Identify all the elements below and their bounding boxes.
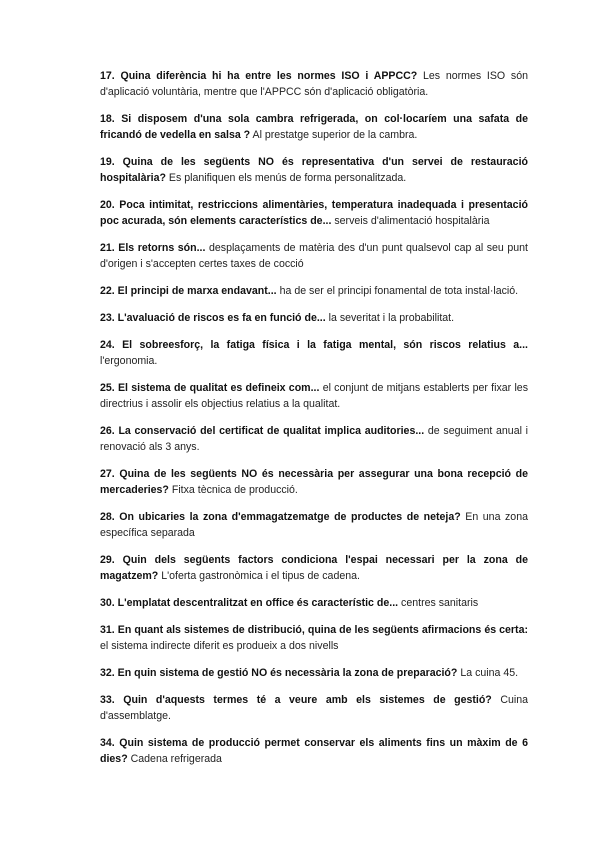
question-text: 23. L'avaluació de riscos es fa en funció de... <box>100 312 326 324</box>
answer-text: el sistema indirecte diferit es produeix a dos nivells <box>100 640 339 652</box>
qa-item-31 <box>100 622 528 654</box>
answer-text: En una zona específica separada <box>100 511 528 539</box>
question-text: 30. L'emplatat descentralitzat en office és característic de... <box>100 597 399 609</box>
question-text: 34. Quin sistema de producció permet conservar els aliments fins un màxim de 6 dies? <box>100 737 528 765</box>
answer-text: l'ergonomia. <box>100 355 158 367</box>
question-text: 21. Els retorns són... <box>100 242 206 254</box>
answer-text: desplaçaments de matèria des d'un punt qualsevol cap al seu punt d'origen i s'accepten certes taxes de cocció <box>100 242 528 270</box>
qa-item-18 <box>100 111 528 143</box>
qa-item-24 <box>100 337 528 369</box>
qa-item-19 <box>100 154 528 186</box>
question-text: 29. Quin dels següents factors condiciona l'espai necessari per la zona de magatzem? <box>100 554 528 582</box>
qa-item-20 <box>100 197 528 229</box>
question-text: 17. Quina diferència hi ha entre les normes ISO i APPCC? <box>100 70 418 82</box>
question-text: 24. El sobreesforç, la fatiga física i la fatiga mental, són riscos relatius a... <box>100 339 528 351</box>
question-text: 27. Quina de les següents NO és necessària per assegurar una bona recepció de mercaderies? <box>100 468 528 496</box>
qa-item-32 <box>100 665 528 681</box>
qa-item-28 <box>100 509 528 541</box>
answer-text: Cuina d'assemblatge. <box>100 694 528 722</box>
answer-text: la severitat i la probabilitat. <box>328 312 455 324</box>
answer-text: Al prestatge superior de la cambra. <box>252 129 418 141</box>
question-text: 20. Poca intimitat, restriccions alimentàries, temperatura inadequada i presentació poc acurada, són elements característics de... <box>100 199 528 227</box>
answer-text: La cuina 45. <box>460 667 519 679</box>
answer-text: L'oferta gastronòmica i el tipus de cadena. <box>161 570 360 582</box>
question-text: 31. En quant als sistemes de distribució, quina de les següents afirmacions és certa: <box>100 624 528 636</box>
question-text: 32. En quin sistema de gestió NO és necessària la zona de preparació? <box>100 667 458 679</box>
qa-item-22 <box>100 283 528 299</box>
qa-item-33 <box>100 692 528 724</box>
qa-item-34 <box>100 735 528 767</box>
qa-item-17 <box>100 68 528 100</box>
qa-item-21 <box>100 240 528 272</box>
qa-item-29 <box>100 552 528 584</box>
qa-item-27 <box>100 466 528 498</box>
answer-text: serveis d'alimentació hospitalària <box>334 215 490 227</box>
question-text: 19. Quina de les següents NO és representativa d'un servei de restauració hospitalària? <box>100 156 528 184</box>
question-text: 22. El principi de marxa endavant... <box>100 285 277 297</box>
answer-text: Fitxa tècnica de producció. <box>171 484 298 496</box>
qa-item-30 <box>100 595 528 611</box>
question-text: 28. On ubicaries la zona d'emmagatzematge de productes de neteja? <box>100 511 461 523</box>
answer-text: Les normes ISO són d'aplicació voluntària, mentre que l'APPCC són d'aplicació obligatòria. <box>100 70 528 98</box>
question-text: 25. El sistema de qualitat es defineix com... <box>100 382 320 394</box>
answer-text: de seguiment anual i renovació als 3 anys. <box>100 425 529 453</box>
question-text: 18. Si disposem d'una sola cambra refrigerada, on col·locaríem una safata de fricandó de vedella en salsa ? <box>100 113 528 141</box>
answer-text: el conjunt de mitjans establerts per fixar les directrius i assolir els objectius relatius a la qualitat. <box>100 382 528 410</box>
qa-item-26 <box>100 423 528 455</box>
qa-item-25 <box>100 380 528 412</box>
answer-text: centres sanitaris <box>401 597 479 609</box>
qa-item-23 <box>100 310 528 326</box>
answer-text: Cadena refrigerada <box>130 753 222 765</box>
answer-text: Es planifiquen els menús de forma personalitzada. <box>168 172 407 184</box>
answer-text: ha de ser el principi fonamental de tota instal·lació. <box>279 285 519 297</box>
question-text: 33. Quin d'aquests termes té a veure amb els sistemes de gestió? <box>100 694 492 706</box>
question-text: 26. La conservació del certificat de qualitat implica auditories... <box>100 425 425 437</box>
